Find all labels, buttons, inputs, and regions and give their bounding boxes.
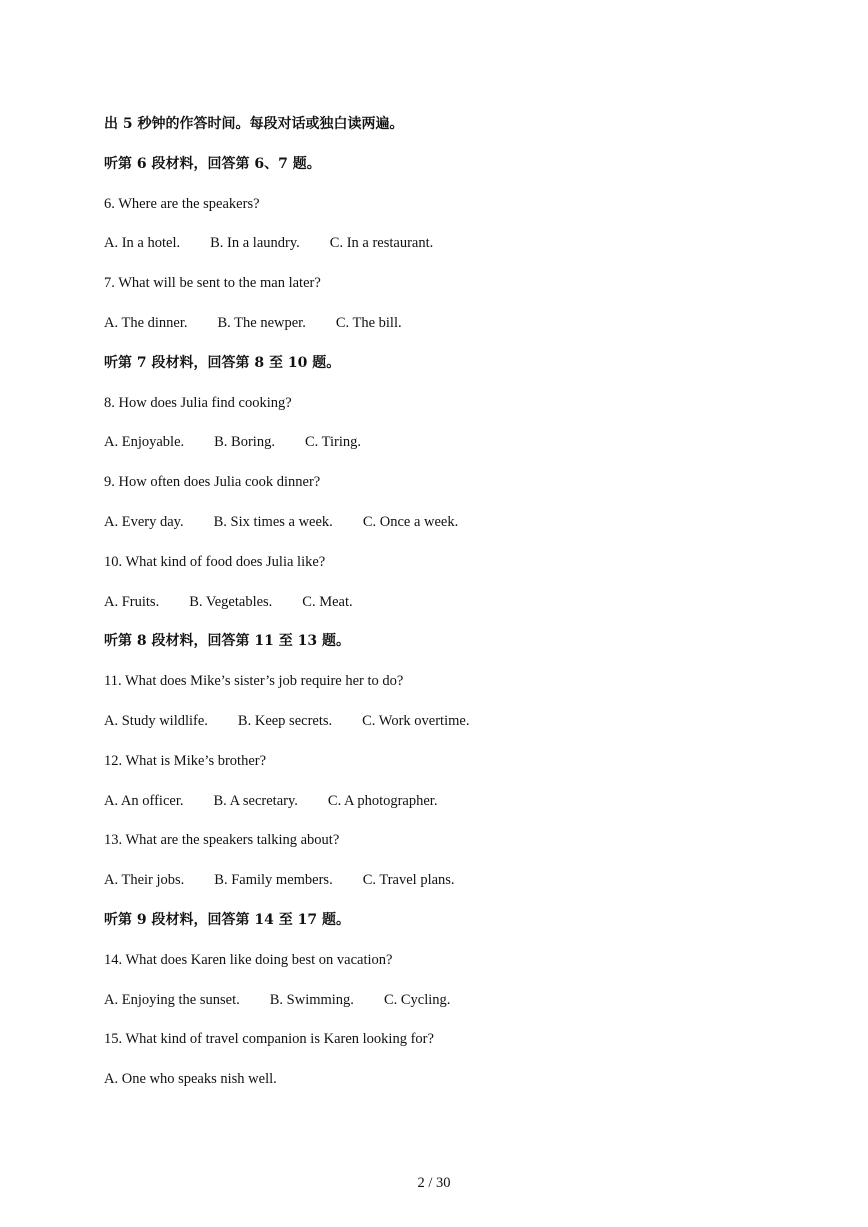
page-number: 2 / 30 (417, 1175, 451, 1191)
question-text: 10. What kind of food does Julia like? (104, 554, 326, 570)
answer-options (104, 234, 433, 252)
answer-options (104, 314, 402, 332)
question-text: 12. What is Mike’s brother? (104, 753, 267, 769)
option-c: C. A photographer. (327, 793, 438, 809)
option-c: C. Work overtime. (362, 713, 470, 729)
option-b: B. Boring. (214, 434, 275, 450)
option-c: C. The bill. (335, 315, 402, 331)
option-a: A. Their jobs. (104, 872, 185, 888)
question-text: 8. How does Julia find cooking? (104, 395, 292, 411)
question-text: 6. Where are the speakers? (104, 196, 260, 212)
option-b: B. A secretary. (213, 793, 298, 809)
section-heading: 听第 8 段材料，回答第 11 至 13 题。 (104, 633, 350, 649)
option-c: C. Cycling. (383, 992, 451, 1008)
option-b: B. The newper. (217, 315, 306, 331)
option-a: A. Study wildlife. (104, 713, 208, 729)
option-a: A. Enjoyable. (104, 434, 185, 450)
answer-options (104, 871, 455, 889)
option-a: A. Every day. (104, 514, 184, 530)
answer-options (104, 991, 450, 1009)
option-c: C. Meat. (302, 594, 353, 610)
option-b: B. Keep secrets. (237, 713, 333, 729)
answer-options (104, 433, 361, 451)
question-text: 11. What does Mike’s sister’s job require her to do? (104, 673, 404, 689)
answer-options (104, 712, 469, 730)
option-c: C. Tiring. (304, 434, 361, 450)
question-text: A. One who speaks nish well. (104, 1071, 277, 1087)
section-heading: 出 5 秒钟的作答时间。每段对话或独白读两遍。 (104, 116, 404, 132)
option-c: C. Travel plans. (362, 872, 455, 888)
option-a: A. An officer. (104, 793, 184, 809)
question-text: 14. What does Karen like doing best on vacation? (104, 952, 393, 968)
section-heading: 听第 9 段材料，回答第 14 至 17 题。 (104, 912, 350, 928)
option-b: B. Six times a week. (213, 514, 333, 530)
option-b: B. In a laundry. (210, 235, 300, 251)
section-heading: 听第 7 段材料，回答第 8 至 10 题。 (104, 355, 341, 371)
option-a: A. Enjoying the sunset. (104, 992, 240, 1008)
question-text: 7. What will be sent to the man later? (104, 275, 321, 291)
answer-options (104, 513, 458, 531)
option-b: B. Vegetables. (189, 594, 273, 610)
question-text: 13. What are the speakers talking about? (104, 832, 340, 848)
section-heading: 听第 6 段材料，回答第 6、7 题。 (104, 156, 321, 172)
answer-options (104, 593, 353, 611)
option-a: A. Fruits. (104, 594, 160, 610)
question-text: 15. What kind of travel companion is Karen looking for? (104, 1031, 434, 1047)
answer-options (104, 792, 437, 810)
question-text: 9. How often does Julia cook dinner? (104, 474, 321, 490)
option-b: B. Swimming. (269, 992, 354, 1008)
option-c: C. In a restaurant. (329, 235, 434, 251)
option-a: A. The dinner. (104, 315, 188, 331)
option-b: B. Family members. (214, 872, 333, 888)
option-c: C. Once a week. (362, 514, 459, 530)
option-a: A. In a hotel. (104, 235, 181, 251)
